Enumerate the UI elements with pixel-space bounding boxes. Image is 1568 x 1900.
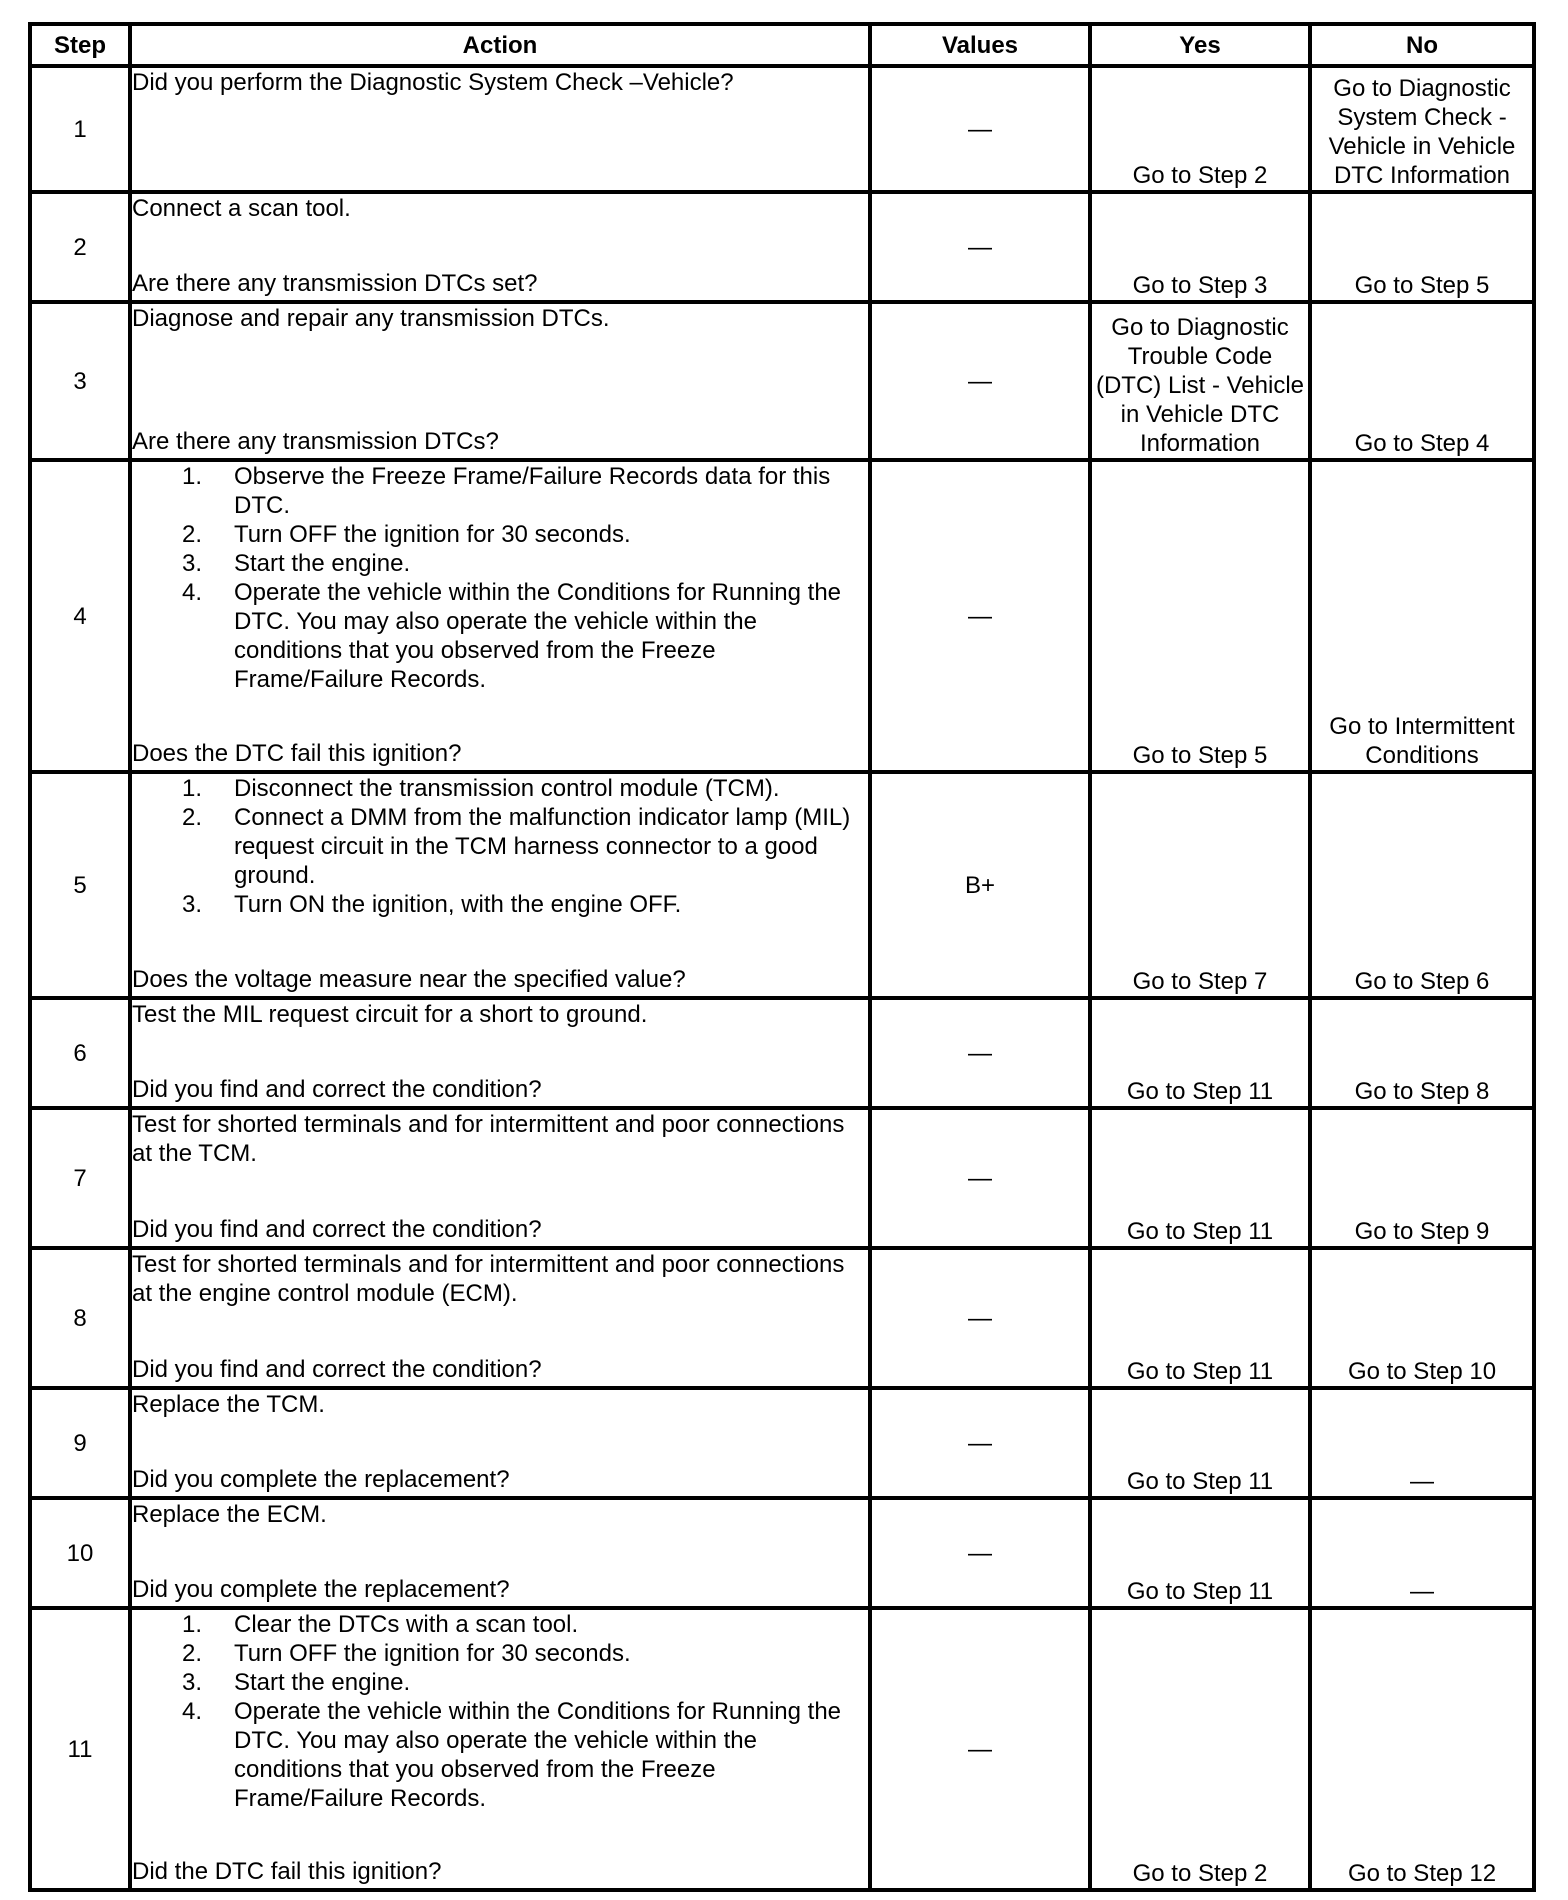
procedure-list: [132, 1610, 868, 1813]
procedure-item-number: 2.: [182, 804, 203, 831]
procedure-item-number: 1.: [182, 775, 203, 802]
procedure-item-text: Observe the Freeze Frame/Failure Records data for this DTC.: [234, 463, 831, 519]
no-cell: Go to Step 5: [1310, 192, 1534, 302]
action-question: Did you find and correct the condition?: [132, 1076, 542, 1103]
procedure-item: [182, 462, 868, 520]
step-number: 4: [30, 460, 130, 772]
action-question: Did the DTC fail this ignition?: [132, 1858, 442, 1885]
value-cell: —: [870, 66, 1090, 192]
procedure-item: [182, 578, 868, 694]
no-cell: Go to Diagnostic System Check - Vehicle in Vehicle DTC Information: [1310, 66, 1534, 192]
yes-cell: Go to Step 3: [1090, 192, 1310, 302]
yes-cell: Go to Step 11: [1090, 1248, 1310, 1388]
action-text: Did you perform the Diagnostic System Check –Vehicle?: [132, 69, 734, 96]
table-row: [30, 192, 1534, 302]
yes-cell: Go to Step 2: [1090, 66, 1310, 192]
no-cell: Go to Intermittent Conditions: [1310, 460, 1534, 772]
yes-cell: Go to Step 11: [1090, 1108, 1310, 1248]
procedure-item: [182, 1668, 868, 1697]
procedure-item-number: 1.: [182, 1611, 203, 1638]
yes-cell: Go to Step 11: [1090, 998, 1310, 1108]
table-row: [30, 1388, 1534, 1498]
action-text: Replace the ECM.: [132, 1501, 327, 1528]
action-text: Test for shorted terminals and for intermittent and poor connections at the TCM.: [132, 1111, 845, 1167]
header-action: Action: [130, 24, 870, 66]
action-question: Did you find and correct the condition?: [132, 1216, 542, 1243]
procedure-item-text: Turn OFF the ignition for 30 seconds.: [234, 1640, 631, 1667]
action-cell: [130, 1248, 870, 1388]
header-yes: Yes: [1090, 24, 1310, 66]
value-cell: —: [870, 1248, 1090, 1388]
yes-cell: Go to Diagnostic Trouble Code (DTC) List - Vehicle in Vehicle DTC Information: [1090, 302, 1310, 460]
no-cell: Go to Step 8: [1310, 998, 1534, 1108]
procedure-item-text: Disconnect the transmission control module (TCM).: [234, 775, 780, 802]
procedure-item-text: Turn OFF the ignition for 30 seconds.: [234, 521, 631, 548]
action-text: Replace the TCM.: [132, 1391, 325, 1418]
no-cell: —: [1310, 1388, 1534, 1498]
action-cell: [130, 772, 870, 998]
table-row: [30, 772, 1534, 998]
procedure-item-number: 1.: [182, 463, 203, 490]
yes-cell: Go to Step 11: [1090, 1498, 1310, 1608]
procedure-item: [182, 1610, 868, 1639]
action-question: Are there any transmission DTCs set?: [132, 270, 538, 297]
table-row: [30, 1608, 1534, 1890]
header-values: Values: [870, 24, 1090, 66]
no-cell: —: [1310, 1498, 1534, 1608]
action-text: Test for shorted terminals and for intermittent and poor connections at the engine control module (ECM).: [132, 1251, 845, 1307]
yes-cell: Go to Step 5: [1090, 460, 1310, 772]
procedure-item-text: Operate the vehicle within the Conditions for Running the DTC. You may also operate the vehicle within the conditions that you observed from the Freeze Frame/Failure Records.: [234, 579, 842, 693]
action-cell: [130, 302, 870, 460]
no-cell: Go to Step 6: [1310, 772, 1534, 998]
procedure-item-number: 3.: [182, 550, 203, 577]
yes-cell: Go to Step 7: [1090, 772, 1310, 998]
action-text: Diagnose and repair any transmission DTCs.: [132, 305, 610, 332]
step-number: 5: [30, 772, 130, 998]
value-cell: B+: [870, 772, 1090, 998]
value-cell: —: [870, 192, 1090, 302]
procedure-item-text: Start the engine.: [234, 550, 411, 577]
table-row: [30, 460, 1534, 772]
action-cell: [130, 192, 870, 302]
action-question: Does the DTC fail this ignition?: [132, 740, 462, 767]
no-cell: Go to Step 12: [1310, 1608, 1534, 1890]
table-row: [30, 998, 1534, 1108]
value-cell: —: [870, 998, 1090, 1108]
no-cell: Go to Step 4: [1310, 302, 1534, 460]
procedure-item-number: 2.: [182, 1640, 203, 1667]
step-number: 3: [30, 302, 130, 460]
procedure-list: [132, 774, 868, 919]
yes-cell: Go to Step 2: [1090, 1608, 1310, 1890]
procedure-item: [182, 520, 868, 549]
procedure-item: [182, 1639, 868, 1668]
action-cell: [130, 1498, 870, 1608]
value-cell: —: [870, 302, 1090, 460]
procedure-item: [182, 803, 868, 890]
action-cell: [130, 66, 870, 192]
step-number: 8: [30, 1248, 130, 1388]
value-cell: —: [870, 1608, 1090, 1890]
header-step: Step: [30, 24, 130, 66]
action-text: Test the MIL request circuit for a short to ground.: [132, 1001, 648, 1028]
procedure-item-number: 4.: [182, 579, 203, 606]
step-number: 9: [30, 1388, 130, 1498]
action-cell: [130, 1108, 870, 1248]
table-body: [30, 66, 1534, 1890]
action-question: Did you find and correct the condition?: [132, 1356, 542, 1383]
step-number: 11: [30, 1608, 130, 1890]
procedure-item-text: Start the engine.: [234, 1669, 411, 1696]
table-row: [30, 66, 1534, 192]
action-question: Did you complete the replacement?: [132, 1576, 510, 1603]
step-number: 1: [30, 66, 130, 192]
action-question: Are there any transmission DTCs?: [132, 428, 499, 455]
procedure-list: [132, 462, 868, 694]
step-number: 10: [30, 1498, 130, 1608]
procedure-item: [182, 890, 868, 919]
no-cell: Go to Step 10: [1310, 1248, 1534, 1388]
value-cell: —: [870, 1388, 1090, 1498]
procedure-item-text: Clear the DTCs with a scan tool.: [234, 1611, 579, 1638]
table-row: [30, 302, 1534, 460]
action-question: Does the voltage measure near the specified value?: [132, 966, 686, 993]
header-row: [30, 24, 1534, 66]
table-row: [30, 1498, 1534, 1608]
table-row: [30, 1108, 1534, 1248]
value-cell: —: [870, 460, 1090, 772]
procedure-item-number: 3.: [182, 1669, 203, 1696]
action-cell: [130, 1388, 870, 1498]
step-number: 7: [30, 1108, 130, 1248]
procedure-item-number: 4.: [182, 1698, 203, 1725]
yes-cell: Go to Step 11: [1090, 1388, 1310, 1498]
procedure-item: [182, 774, 868, 803]
action-text: Connect a scan tool.: [132, 195, 351, 222]
action-cell: [130, 1608, 870, 1890]
action-question: Did you complete the replacement?: [132, 1466, 510, 1493]
procedure-item-text: Connect a DMM from the malfunction indicator lamp (MIL) request circuit in the TCM harness connector to a good ground.: [234, 804, 851, 889]
no-cell: Go to Step 9: [1310, 1108, 1534, 1248]
diagnostic-table: [28, 22, 1536, 1892]
step-number: 6: [30, 998, 130, 1108]
value-cell: —: [870, 1498, 1090, 1608]
table-row: [30, 1248, 1534, 1388]
procedure-item-text: Turn ON the ignition, with the engine OFF.: [234, 891, 682, 918]
action-cell: [130, 460, 870, 772]
procedure-item: [182, 1697, 868, 1813]
procedure-item-number: 2.: [182, 521, 203, 548]
value-cell: —: [870, 1108, 1090, 1248]
step-number: 2: [30, 192, 130, 302]
header-no: No: [1310, 24, 1534, 66]
procedure-item: [182, 549, 868, 578]
procedure-item-text: Operate the vehicle within the Conditions for Running the DTC. You may also operate the vehicle within the conditions that you observed from the Freeze Frame/Failure Records.: [234, 1698, 842, 1812]
action-cell: [130, 998, 870, 1108]
procedure-item-number: 3.: [182, 891, 203, 918]
